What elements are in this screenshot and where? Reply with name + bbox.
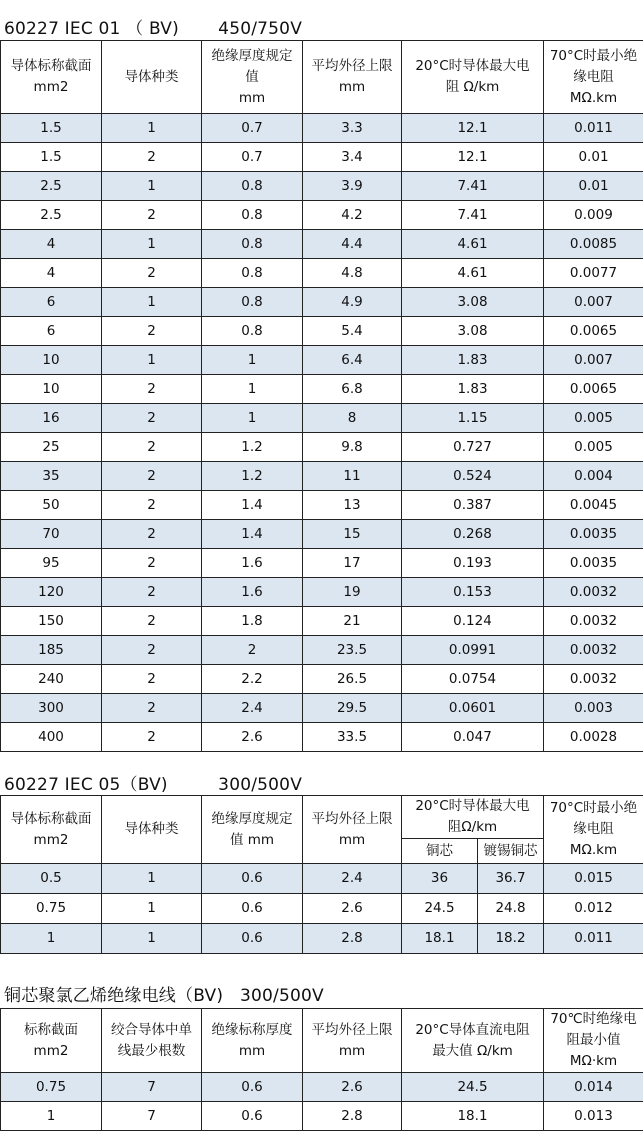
table-cell: 4.61 [402, 259, 544, 288]
table-cell: 1.5 [1, 143, 102, 172]
table-cell: 0.003 [544, 694, 643, 723]
table-row [1, 894, 643, 924]
table-cell: 0.004 [544, 462, 643, 491]
table-cell: 2 [102, 317, 202, 346]
column-header: 绝缘标称厚度 mm [202, 1009, 303, 1073]
table-cell: 6 [1, 317, 102, 346]
table-row [1, 1073, 643, 1102]
table-cell: 2 [102, 375, 202, 404]
table-cell: 4.2 [303, 201, 402, 230]
table-cell: 240 [1, 665, 102, 694]
table-cell: 24.8 [478, 894, 544, 924]
table-cell: 0.8 [202, 201, 303, 230]
table-cell: 1.4 [202, 520, 303, 549]
table-cell: 0.007 [544, 346, 643, 375]
table-row [1, 694, 643, 723]
table-cell: 1 [202, 346, 303, 375]
table-cell: 3.3 [303, 114, 402, 143]
table-cell: 1.6 [202, 549, 303, 578]
table-cell: 0.0028 [544, 723, 643, 752]
table-cell: 1.83 [402, 375, 544, 404]
table-cell: 8 [303, 404, 402, 433]
table-row [1, 288, 643, 317]
table-row [1, 201, 643, 230]
table-cell: 300 [1, 694, 102, 723]
table-cell: 0.011 [544, 114, 643, 143]
table-cell: 4.4 [303, 230, 402, 259]
table-cell: 1 [102, 346, 202, 375]
table-cell: 2 [102, 491, 202, 520]
table-cell: 0.6 [202, 924, 303, 954]
table-cell: 0.0065 [544, 317, 643, 346]
table-cell: 0.0077 [544, 259, 643, 288]
table-cell: 2.2 [202, 665, 303, 694]
table-row [1, 462, 643, 491]
section1-title: 60227 IEC 01 （ BV) 450/750V [4, 14, 302, 39]
table-row [1, 665, 643, 694]
table-cell: 0.8 [202, 259, 303, 288]
section2-title: 60227 IEC 05（BV) 300/500V [4, 770, 302, 795]
table-row [1, 375, 643, 404]
table-cell: 2 [102, 694, 202, 723]
table-cell: 1 [102, 114, 202, 143]
table-row [1, 143, 643, 172]
table-cell: 5.4 [303, 317, 402, 346]
table-cell: 1 [102, 230, 202, 259]
column-header: 导体种类 [102, 41, 202, 114]
table-cell: 1.8 [202, 607, 303, 636]
table-cell: 1.83 [402, 346, 544, 375]
table-cell: 2 [102, 723, 202, 752]
bv-01-table [0, 40, 643, 752]
table-cell: 26.5 [303, 665, 402, 694]
column-subheader: 镀锡铜芯 [478, 839, 544, 864]
table-cell: 0.0601 [402, 694, 544, 723]
table-cell: 4 [1, 230, 102, 259]
table-cell: 10 [1, 346, 102, 375]
table-row [1, 636, 643, 665]
table-cell: 2 [102, 404, 202, 433]
table-cell: 0.268 [402, 520, 544, 549]
table-cell: 21 [303, 607, 402, 636]
column-header: 平均外径上限 mm [303, 1009, 402, 1073]
table-cell: 0.015 [544, 864, 643, 894]
column-header: 绞合导体中单 线最少根数 [102, 1009, 202, 1073]
table-cell: 0.0754 [402, 665, 544, 694]
column-header: 70℃时绝缘电 阻最小值 MΩ·km [544, 1009, 643, 1073]
table-row [1, 346, 643, 375]
table-cell: 29.5 [303, 694, 402, 723]
table-cell: 120 [1, 578, 102, 607]
table-cell: 33.5 [303, 723, 402, 752]
table-row [1, 520, 643, 549]
table-cell: 2 [102, 462, 202, 491]
table-cell: 0.0085 [544, 230, 643, 259]
table-row [1, 404, 643, 433]
table-cell: 1.15 [402, 404, 544, 433]
table-cell: 6.8 [303, 375, 402, 404]
table-cell: 2.4 [202, 694, 303, 723]
table-cell: 0.013 [544, 1102, 643, 1131]
table-cell: 0.8 [202, 172, 303, 201]
table-cell: 2 [102, 201, 202, 230]
table-cell: 11 [303, 462, 402, 491]
table-cell: 2.8 [303, 924, 402, 954]
table-cell: 2.8 [303, 1102, 402, 1131]
table-cell: 400 [1, 723, 102, 752]
column-header: 20°C时导体最大电 阻Ω/km [402, 796, 544, 839]
table-cell: 2 [102, 549, 202, 578]
table-cell: 2 [102, 520, 202, 549]
table-cell: 35 [1, 462, 102, 491]
table-cell: 0.0032 [544, 607, 643, 636]
table-cell: 9.8 [303, 433, 402, 462]
table-cell: 0.0035 [544, 520, 643, 549]
table-cell: 0.8 [202, 288, 303, 317]
column-header: 20°C导体直流电阻 最大值 Ω/km [402, 1009, 544, 1073]
column-header: 70°C时最小绝 缘电阻 MΩ.km [544, 41, 643, 114]
table-cell: 1 [1, 924, 102, 954]
table-cell: 0.524 [402, 462, 544, 491]
table-row [1, 607, 643, 636]
table-row [1, 259, 643, 288]
table-cell: 1 [1, 1102, 102, 1131]
table-cell: 1.5 [1, 114, 102, 143]
table-cell: 1.2 [202, 462, 303, 491]
table-cell: 0.0032 [544, 665, 643, 694]
table-cell: 0.01 [544, 143, 643, 172]
table-row [1, 578, 643, 607]
table-cell: 7.41 [402, 201, 544, 230]
table-cell: 2 [102, 433, 202, 462]
table-row [1, 549, 643, 578]
table-cell: 70 [1, 520, 102, 549]
table-cell: 25 [1, 433, 102, 462]
table-cell: 1 [102, 864, 202, 894]
table-cell: 0.005 [544, 433, 643, 462]
column-header: 标称截面 mm2 [1, 1009, 102, 1073]
table-cell: 7 [102, 1073, 202, 1102]
table-cell: 24.5 [402, 1073, 544, 1102]
table-cell: 1.4 [202, 491, 303, 520]
table-cell: 0.01 [544, 172, 643, 201]
table-row [1, 491, 643, 520]
table-cell: 0.0991 [402, 636, 544, 665]
table-cell: 0.014 [544, 1073, 643, 1102]
table-cell: 17 [303, 549, 402, 578]
column-header: 平均外径上限 mm [303, 796, 402, 864]
table-cell: 0.0032 [544, 636, 643, 665]
table-cell: 0.193 [402, 549, 544, 578]
table-cell: 0.009 [544, 201, 643, 230]
table-cell: 0.6 [202, 1073, 303, 1102]
table-cell: 3.4 [303, 143, 402, 172]
table-cell: 0.727 [402, 433, 544, 462]
table-row [1, 1102, 643, 1131]
table-cell: 0.005 [544, 404, 643, 433]
table-cell: 2 [202, 636, 303, 665]
column-header: 70°C时最小绝 缘电阻 MΩ.km [544, 796, 643, 864]
table-cell: 0.7 [202, 114, 303, 143]
table-row [1, 723, 643, 752]
bv-05-table [0, 795, 643, 954]
table-cell: 0.012 [544, 894, 643, 924]
table-cell: 7 [102, 1102, 202, 1131]
table-cell: 2 [102, 143, 202, 172]
table-cell: 3.08 [402, 317, 544, 346]
table-cell: 1.6 [202, 578, 303, 607]
column-header: 导体标称截面 mm2 [1, 796, 102, 864]
table-cell: 23.5 [303, 636, 402, 665]
table-cell: 0.011 [544, 924, 643, 954]
table-cell: 2 [102, 259, 202, 288]
table-cell: 0.8 [202, 230, 303, 259]
table-cell: 1 [102, 172, 202, 201]
table-cell: 2.6 [202, 723, 303, 752]
table-row [1, 114, 643, 143]
table-cell: 2.4 [303, 864, 402, 894]
table-row [1, 230, 643, 259]
table-cell: 36 [402, 864, 478, 894]
column-header: 绝缘厚度规定 值 mm [202, 41, 303, 114]
table-cell: 2 [102, 636, 202, 665]
table-cell: 2 [102, 607, 202, 636]
table-cell: 150 [1, 607, 102, 636]
table-cell: 2 [102, 578, 202, 607]
column-header: 绝缘厚度规定 值 mm [202, 796, 303, 864]
table-cell: 6 [1, 288, 102, 317]
table-cell: 1 [102, 894, 202, 924]
table-cell: 0.047 [402, 723, 544, 752]
table-cell: 2.6 [303, 1073, 402, 1102]
table-cell: 0.0065 [544, 375, 643, 404]
table-cell: 0.0032 [544, 578, 643, 607]
table-cell: 2 [102, 665, 202, 694]
column-header: 平均外径上限 mm [303, 41, 402, 114]
table-cell: 0.153 [402, 578, 544, 607]
table-cell: 4.8 [303, 259, 402, 288]
table-cell: 0.0045 [544, 491, 643, 520]
table-cell: 18.1 [402, 1102, 544, 1131]
table-cell: 4 [1, 259, 102, 288]
table-cell: 1 [202, 404, 303, 433]
table-cell: 0.75 [1, 894, 102, 924]
table-cell: 4.9 [303, 288, 402, 317]
table-cell: 1 [202, 375, 303, 404]
table-cell: 19 [303, 578, 402, 607]
table-cell: 24.5 [402, 894, 478, 924]
table-cell: 13 [303, 491, 402, 520]
table-cell: 95 [1, 549, 102, 578]
bv-copper-table [0, 1008, 643, 1131]
table-cell: 0.6 [202, 894, 303, 924]
table-cell: 12.1 [402, 114, 544, 143]
table-cell: 4.61 [402, 230, 544, 259]
table-cell: 0.387 [402, 491, 544, 520]
table-cell: 0.8 [202, 317, 303, 346]
table-cell: 0.007 [544, 288, 643, 317]
table-cell: 1 [102, 924, 202, 954]
table-cell: 0.6 [202, 864, 303, 894]
table-cell: 2.5 [1, 172, 102, 201]
table-row [1, 172, 643, 201]
table-cell: 36.7 [478, 864, 544, 894]
table-cell: 0.75 [1, 1073, 102, 1102]
column-header: 20°C时导体最大电 阻 Ω/km [402, 41, 544, 114]
table-cell: 3.9 [303, 172, 402, 201]
table-cell: 15 [303, 520, 402, 549]
table-cell: 6.4 [303, 346, 402, 375]
table-cell: 12.1 [402, 143, 544, 172]
table-row [1, 317, 643, 346]
section3-title: 铜芯聚氯乙烯绝缘电线（BV) 300/500V [4, 981, 324, 1006]
table-cell: 0.7 [202, 143, 303, 172]
table-cell: 1 [102, 288, 202, 317]
table-cell: 7.41 [402, 172, 544, 201]
table-cell: 0.124 [402, 607, 544, 636]
table-row [1, 864, 643, 894]
table-row [1, 924, 643, 954]
table-cell: 50 [1, 491, 102, 520]
table-cell: 185 [1, 636, 102, 665]
table-row [1, 433, 643, 462]
column-header: 导体标称截面 mm2 [1, 41, 102, 114]
table-cell: 2.5 [1, 201, 102, 230]
table-cell: 1.2 [202, 433, 303, 462]
column-header: 导体种类 [102, 796, 202, 864]
table-cell: 3.08 [402, 288, 544, 317]
table-cell: 0.0035 [544, 549, 643, 578]
table-cell: 0.5 [1, 864, 102, 894]
table-cell: 18.2 [478, 924, 544, 954]
table-cell: 10 [1, 375, 102, 404]
column-subheader: 铜芯 [402, 839, 478, 864]
table-cell: 16 [1, 404, 102, 433]
table-cell: 0.6 [202, 1102, 303, 1131]
table-cell: 18.1 [402, 924, 478, 954]
table-cell: 2.6 [303, 894, 402, 924]
